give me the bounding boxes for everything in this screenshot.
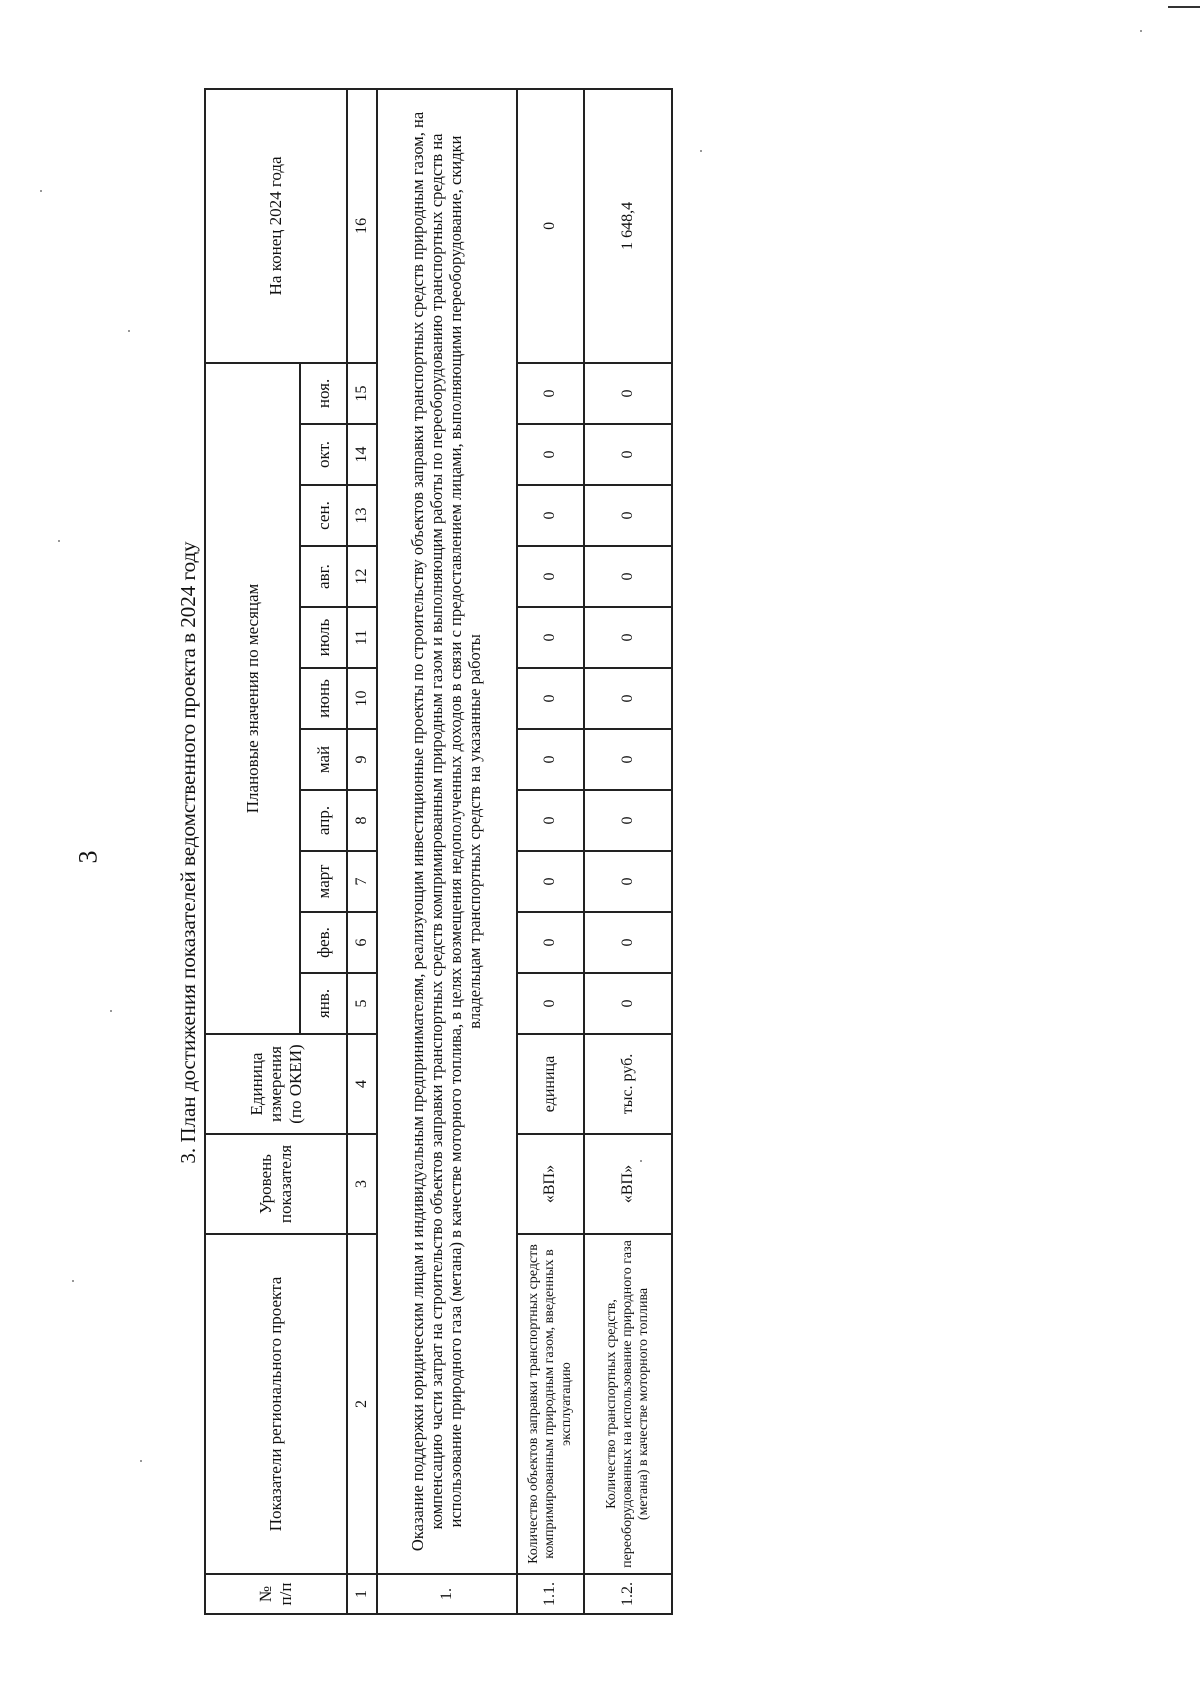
month-value: 0 bbox=[584, 546, 672, 607]
header-month: май bbox=[300, 729, 347, 790]
month-value: 0 bbox=[517, 973, 584, 1034]
scan-speck bbox=[140, 1460, 142, 1462]
header-indicator: Показатели регионального проекта bbox=[205, 1234, 347, 1574]
rotated-page-content bbox=[176, 90, 1196, 1615]
month-value: 0 bbox=[584, 729, 672, 790]
indicator-level: «ВП» bbox=[517, 1134, 584, 1234]
header-month: окт. bbox=[300, 424, 347, 485]
month-value: 0 bbox=[584, 424, 672, 485]
month-value: 0 bbox=[584, 790, 672, 851]
scan-speck bbox=[700, 150, 702, 152]
month-value: 0 bbox=[584, 973, 672, 1034]
month-value: 0 bbox=[517, 424, 584, 485]
header-month: июль bbox=[300, 607, 347, 668]
column-number: 7 bbox=[347, 851, 377, 912]
header-level: Уровень показателя bbox=[205, 1134, 347, 1234]
month-value: 0 bbox=[584, 851, 672, 912]
scan-speck bbox=[40, 190, 42, 192]
month-value: 0 bbox=[517, 546, 584, 607]
header-year-end: На конец 2024 года bbox=[205, 89, 347, 363]
header-month: апр. bbox=[300, 790, 347, 851]
header-num: № п/п bbox=[205, 1574, 347, 1614]
month-value: 0 bbox=[584, 363, 672, 424]
indicator-name: Количество транспортных средств, переоборудованных на использование природного газа (метана) в качестве моторного топлива bbox=[584, 1234, 672, 1574]
header-month: янв. bbox=[300, 973, 347, 1034]
column-number: 4 bbox=[347, 1034, 377, 1134]
header-month: март bbox=[300, 851, 347, 912]
section-title: 3. План достижения показателей ведомственного проекта в 2024 году bbox=[176, 541, 200, 1164]
month-value: 0 bbox=[517, 363, 584, 424]
goal-num: 1. bbox=[377, 1574, 517, 1614]
column-number: 12 bbox=[347, 546, 377, 607]
header-unit: Единица измерения (по ОКЕИ) bbox=[205, 1034, 347, 1134]
goal-text: Оказание поддержки юридическим лицам и индивидуальным предпринимателям, реализующим инвестиционные проекты по строительству объектов заправки транспортных средств природным газом, на компенсацию части затрат на строительство объектов заправки транспортных средств компримированным природным газом и выполняющим работы по переоборудованию транспортных средств на использование природного газа (метана) в качестве моторного топлива, в целях возмещения недополученных доходов в связи с предоставлением лицами, выполняющими переоборудование, скидки владельцам транспортных средств на указанные работы bbox=[377, 89, 517, 1574]
month-value: 0 bbox=[584, 912, 672, 973]
column-number: 1 bbox=[347, 1574, 377, 1614]
table-row bbox=[517, 89, 584, 1614]
table-row bbox=[584, 89, 672, 1614]
month-value: 0 bbox=[517, 851, 584, 912]
month-value: 0 bbox=[517, 607, 584, 668]
header-month: фев. bbox=[300, 912, 347, 973]
scan-speck bbox=[1140, 30, 1142, 32]
column-number: 15 bbox=[347, 363, 377, 424]
column-number: 6 bbox=[347, 912, 377, 973]
header-month: авг. bbox=[300, 546, 347, 607]
indicator-level: «ВП» bbox=[584, 1134, 672, 1234]
scan-speck bbox=[110, 1010, 112, 1012]
month-value: 0 bbox=[517, 729, 584, 790]
month-value: 0 bbox=[517, 668, 584, 729]
year-end-value: 0 bbox=[517, 89, 584, 363]
scan-speck bbox=[128, 330, 130, 332]
scan-speck bbox=[640, 1160, 642, 1162]
row-num: 1.1. bbox=[517, 1574, 584, 1614]
month-value: 0 bbox=[584, 668, 672, 729]
margin-mark bbox=[1168, 6, 1200, 8]
month-value: 0 bbox=[517, 912, 584, 973]
column-number: 8 bbox=[347, 790, 377, 851]
header-month: сен. bbox=[300, 485, 347, 546]
indicator-unit: единица bbox=[517, 1034, 584, 1134]
header-plan-by-months: Плановые значения по месяцам bbox=[205, 363, 300, 1034]
column-number: 13 bbox=[347, 485, 377, 546]
year-end-value: 1 648,4 bbox=[584, 89, 672, 363]
column-number: 16 bbox=[347, 89, 377, 363]
indicator-name: Количество объектов заправки транспортных средств компримированным природным газом, введенных в эксплуатацию bbox=[517, 1234, 584, 1574]
column-number: 5 bbox=[347, 973, 377, 1034]
row-num: 1.2. bbox=[584, 1574, 672, 1614]
column-number: 10 bbox=[347, 668, 377, 729]
column-number: 3 bbox=[347, 1134, 377, 1234]
scan-speck bbox=[72, 1280, 74, 1282]
header-month: ноя. bbox=[300, 363, 347, 424]
month-value: 0 bbox=[584, 485, 672, 546]
header-month: июнь bbox=[300, 668, 347, 729]
plan-table bbox=[204, 88, 673, 1615]
scan-speck bbox=[58, 540, 60, 542]
column-number: 2 bbox=[347, 1234, 377, 1574]
indicator-unit: тыс. руб. bbox=[584, 1034, 672, 1134]
page-number: 3 bbox=[73, 850, 103, 864]
column-number: 9 bbox=[347, 729, 377, 790]
column-number: 14 bbox=[347, 424, 377, 485]
month-value: 0 bbox=[584, 607, 672, 668]
month-value: 0 bbox=[517, 485, 584, 546]
month-value: 0 bbox=[517, 790, 584, 851]
column-number: 11 bbox=[347, 607, 377, 668]
